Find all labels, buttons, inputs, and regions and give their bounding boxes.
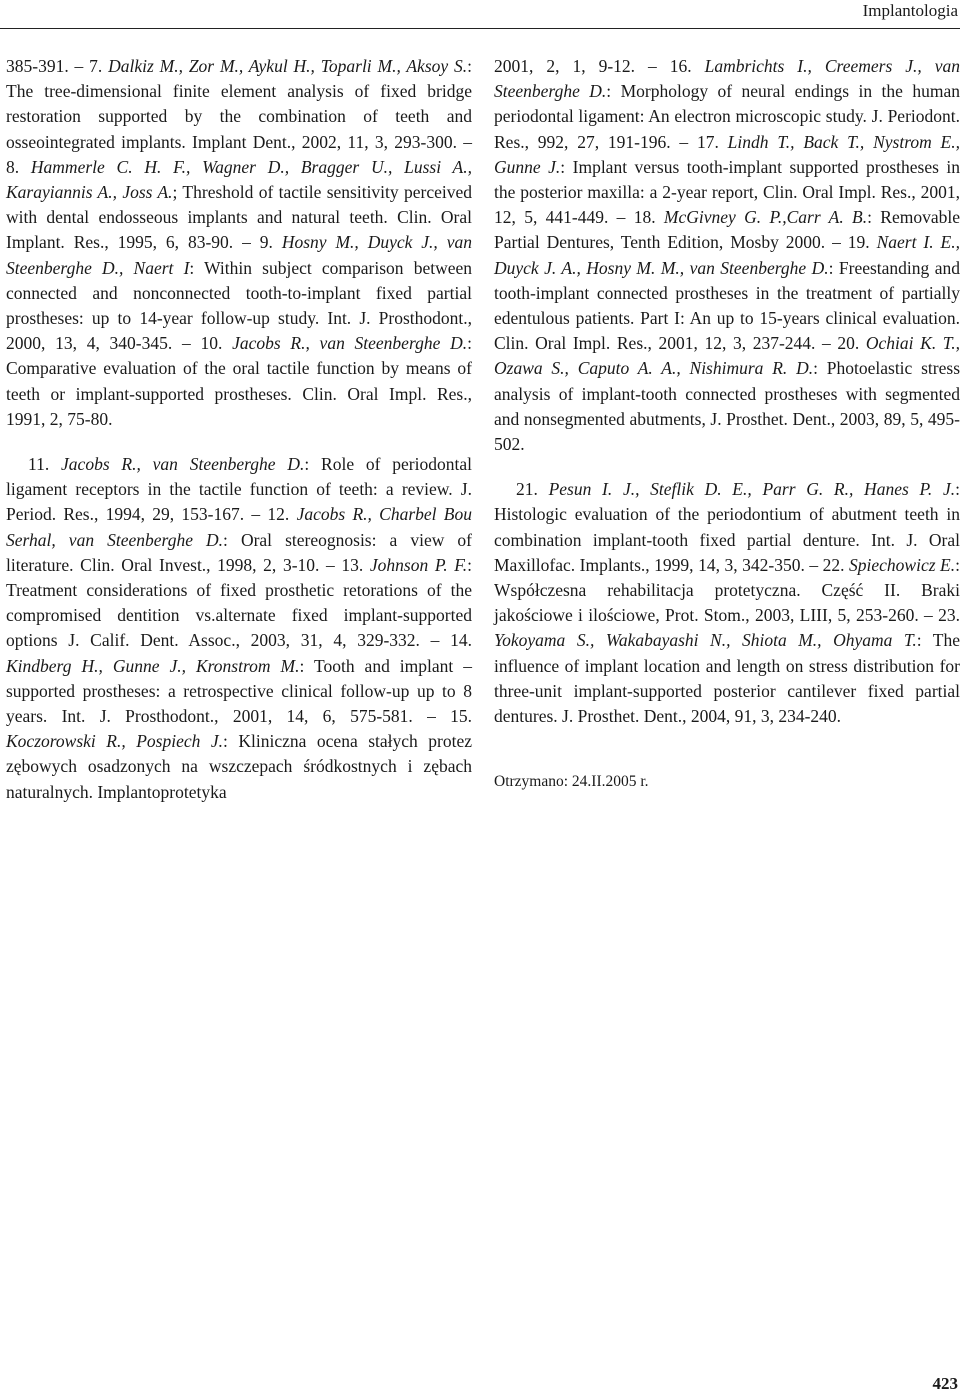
citation-text: : The tree-dimensional finite element analysis of fixed bridge restoration supported by the combination of teeth and osseointegrated implants. Implant Dent., 2002, 11, 3, 293-300. – 8. xyxy=(6,56,472,177)
citation-text: : Implant versus tooth-implant supported prostheses in the posterior maxilla: a 2-year report, Clin. Oral Impl. Res., 2001, 12, 5, 441-449. – 18. xyxy=(494,156,960,228)
author-names: Lambrichts I., Creemers J., van Steenberghe D. xyxy=(494,56,960,102)
citation-text: : Współczesna rehabilitacja protetyczna. Część II. Braki jakościowe i ilościowe, Prot. Stom., 2003, LIII, 5, 253-260. – 23. xyxy=(494,554,960,626)
citation-text: 11. xyxy=(28,454,62,475)
citation-text: : Removable Partial Dentures, Tenth Edition, Mosby 2000. – 19. xyxy=(494,207,960,253)
page-number: 423 xyxy=(932,1374,958,1393)
author-names: Ochiai K. T., Ozawa S., Caputo A. A., Nishimura R. D. xyxy=(494,333,960,379)
citation-text: : Histologic evaluation of the periodontium of abutment teeth in combination implant-tooth fixed partial denture. Int. J. Oral Maxillofac. Implants., 1999, 14, 3, 342-350. – 22. xyxy=(494,479,960,575)
citation-text: : Role of periodontal ligament receptors in the tactile function of teeth: a review. J. Period. Res., 1994, 29, 153-167. – 12. xyxy=(6,454,472,525)
author-names: Hosny M., Duyck J., van Steenberghe D., Naert I xyxy=(6,232,472,278)
author-names: Pesun I. J., Steflik D. E., Parr G. R., Hanes P. J. xyxy=(548,479,956,500)
citation-text: ; Threshold of tactile sensitivity perceived with dental endosseous implants and natural teeth. Clin. Oral Implant. Res., 1995, 6, 83-90. – 9. xyxy=(6,182,472,253)
citation-text: : Freestanding and tooth-implant connected prostheses in the treatment of partially edentulous patients. Part I: An up to 15-years clinical evaluation. Clin. Oral Impl. Res., 2001, 12, 3, 237-244. – 20. xyxy=(494,257,960,354)
author-names: Spiechowicz E. xyxy=(849,554,956,575)
author-names: Hammerle C. H. F., Wagner D., Bragger U., Lussi A., Karayiannis A., Joss A. xyxy=(6,156,473,203)
citation-text: : Oral stereognosis: a view of literature. Clin. Oral Invest., 1998, 2, 3-10. – 13. xyxy=(6,529,472,575)
author-names: Koczorowski R., Pospiech J. xyxy=(6,731,224,752)
author-names: Jacobs R., Charbel Bou Serhal, van Steenberghe D. xyxy=(6,504,472,550)
journal-name: Implantologia xyxy=(862,1,958,20)
citation-text: : Within subject comparison between connected and nonconnected tooth-to-implant fixed partial prostheses: up to 14-year follow-up study. Int. J. Prosthodont., 2000, 13, 4, 340-345. – 10. xyxy=(6,257,473,354)
left-column xyxy=(6,54,472,805)
author-names: Kindberg H., Gunne J., Kronstrom M. xyxy=(6,655,300,676)
reference-paragraph xyxy=(6,54,472,432)
reference-paragraph xyxy=(494,54,960,457)
citation-text: : Morphology of neural endings in the human periodontal ligament: An electron microscopic study. J. Periodont. Res., 992, 27, 191-196. – 17. xyxy=(494,81,960,152)
right-column xyxy=(494,54,960,794)
reference-paragraph xyxy=(6,452,472,805)
citation-text: : Tooth and implant –supported prostheses: a retrospective clinical follow-up up to 8 years. Int. J. Prosthodont., 2001, 14, 6, 575-581. – 15. xyxy=(6,655,472,727)
author-names: Yokoyama S., Wakabayashi N., Shiota M., Ohyama T. xyxy=(494,630,917,651)
citation-text: : Kliniczna ocena stałych protez zębowych osadzonych na wszczepach śródkostnych i zębach naturalnych. Implantoprotetyka xyxy=(6,731,472,802)
citation-text: 21. xyxy=(516,479,549,500)
page-header xyxy=(0,0,960,30)
reference-paragraph xyxy=(494,477,960,729)
author-names: Naert I. E., Duyck J. A., Hosny M. M., van Steenberghe D. xyxy=(494,232,960,278)
citation-text: : The influence of implant location and length on stress distribution for three-unit implant-supported posterior cantilever fixed partial dentures. J. Prosthet. Dent., 2004, 91, 3, 234-240. xyxy=(494,630,960,727)
citation-text: 2001, 2, 1, 9-12. – 16. xyxy=(494,56,705,76)
author-names: Jacobs R., van Steenberghe D. xyxy=(232,333,468,354)
received-date: Otrzymano: 24.II.2005 r. xyxy=(494,773,649,791)
citation-text: : Photoelastic stress analysis of implant-tooth connected prostheses with segmented and nonsegmented abutments, J. Prosthet. Dent., 2003, 89, 5, 495-502. xyxy=(494,358,960,455)
author-names: Johnson P. F. xyxy=(369,554,468,575)
author-names: McGivney G. P.,Carr A. B. xyxy=(663,207,868,228)
author-names: Lindh T., Back T., Nystrom E., Gunne J. xyxy=(494,131,960,177)
author-names: Jacobs R., van Steenberghe D. xyxy=(61,454,305,475)
header-rule xyxy=(0,28,960,29)
citation-text: 385-391. – 7. xyxy=(6,56,109,76)
citation-text: : Comparative evaluation of the oral tactile function by means of teeth or implant-supported prostheses. Clin. Oral Impl. Res., 1991, 2, 75-80. xyxy=(6,333,472,429)
author-names: Dalkiz M., Zor M., Aykul H., Toparli M., Aksoy S. xyxy=(108,56,468,76)
citation-text: : Treatment considerations of fixed prosthetic retorations of the compromised dentition vs.alternate fixed implant-supported options J. Calif. Dent. Assoc., 2003, 31, 4, 329-332. – 14. xyxy=(6,554,472,651)
